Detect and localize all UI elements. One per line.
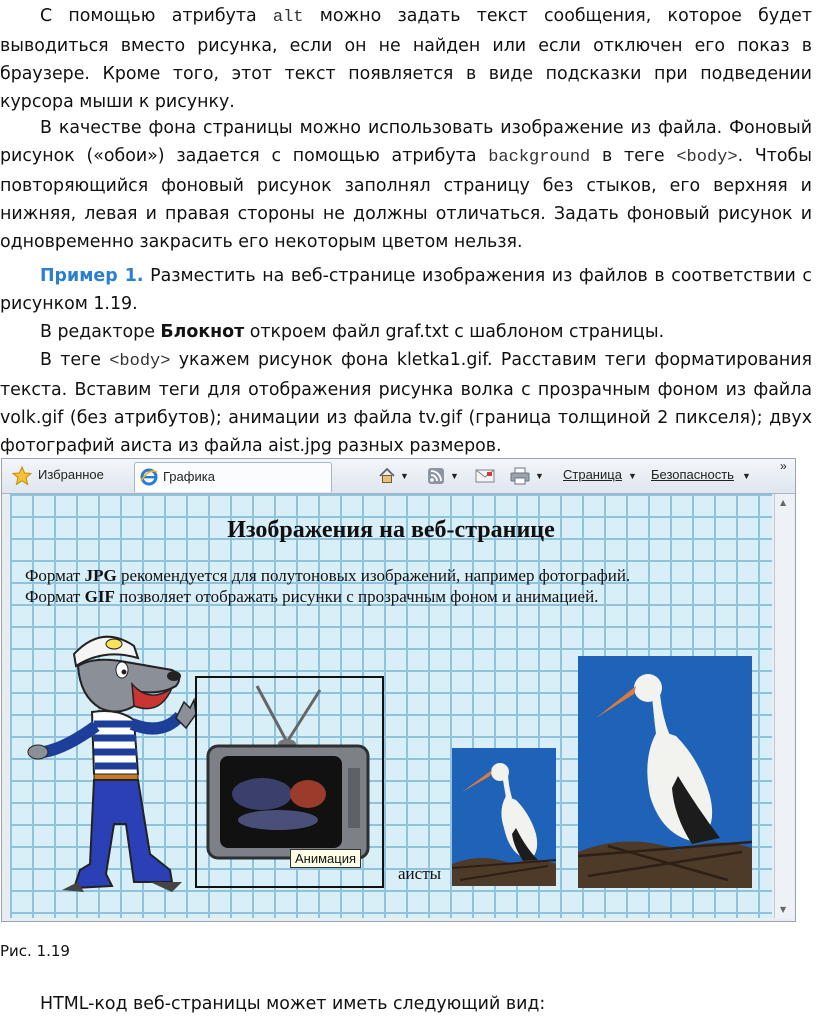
- text-run: в теге: [590, 146, 677, 166]
- tab-label: Графика: [163, 469, 215, 484]
- page-menu[interactable]: Страница: [563, 467, 622, 482]
- code-body-tag: <body>: [109, 352, 171, 371]
- chevron-down-icon[interactable]: ▼: [400, 471, 409, 481]
- mail-icon[interactable]: [475, 468, 495, 484]
- web-page-content: [10, 494, 772, 918]
- paragraph-example: [0, 262, 812, 318]
- text-run: укажем рисунок фона kletka1.gif. Расставим теги форматирования текста. Вставим теги для отображения рисунка волка с прозрачным фоном из файла volk.gif (без атрибутов); анимации из файла tv.gif (граница толщиной 2 пикселя); двух фотографий аиста из файла aist.jpg разных размеров.: [0, 350, 812, 456]
- text-run: В редакторе: [40, 322, 161, 342]
- chevron-down-icon[interactable]: ▼: [628, 471, 637, 481]
- text-run: Формат: [25, 566, 85, 585]
- paragraph-background: [0, 114, 812, 256]
- page-line-gif: [25, 587, 598, 607]
- tv-animation-image: [202, 684, 374, 874]
- text-run: В качестве фона страницы можно использовать изображение из файла. Фоновый рисунок («обои») задается с помощью атрибута: [0, 118, 812, 166]
- gif-bold: GIF: [84, 587, 115, 606]
- text-run: можно задать текст сообщения, которое будет выводиться вместо рисунка, если он не найден или если отключен его показ в браузере. Кроме того, этот текст появляется в виде подсказки при подведении курсора мыши к рисунку.: [0, 6, 812, 112]
- favorites-button[interactable]: Избранное: [38, 467, 104, 482]
- html-code-intro: HTML-код веб-страницы может иметь следующий вид:: [40, 994, 546, 1014]
- text-run: рекомендуется для полутоновых изображений, например фотографий.: [116, 566, 631, 585]
- chevron-down-icon[interactable]: ▼: [742, 471, 751, 481]
- alt-tooltip: Анимация: [290, 849, 361, 868]
- code-body-tag: <body>: [676, 148, 738, 167]
- text-run: С помощью атрибута: [40, 6, 273, 26]
- notepad-bold: Блокнот: [160, 322, 245, 342]
- text-run: позволяет отображать рисунки с прозрачным фоном и анимацией.: [114, 587, 599, 606]
- code-alt: alt: [272, 8, 304, 27]
- page-line-jpg: [25, 566, 630, 586]
- text-run: откроем файл graf.txt с шаблоном страницы.: [244, 322, 665, 342]
- home-icon[interactable]: [378, 467, 396, 485]
- chevron-down-icon[interactable]: ▼: [450, 471, 459, 481]
- browser-window: [1, 458, 796, 922]
- print-icon[interactable]: [510, 467, 530, 485]
- paragraph-alt-attribute: [0, 2, 812, 116]
- ie-icon: [140, 468, 158, 486]
- code-background: background: [488, 148, 591, 167]
- security-menu[interactable]: Безопасность: [651, 467, 734, 482]
- paragraph-notepad: [0, 318, 812, 346]
- stork-photo-large: [578, 656, 752, 888]
- wolf-image: [22, 624, 197, 894]
- more-button[interactable]: »: [780, 459, 787, 473]
- browser-toolbar: [2, 459, 795, 494]
- text-run: . Чтобы повторяющийся фоновый рисунок заполнял страницу без стыков, его верхняя и нижняя, левая и правая стороны не должны отличаться. Задать фоновый рисунок и одновременно закрасить его некоторым цветом нельзя.: [0, 146, 812, 252]
- favorites-star-icon[interactable]: [12, 466, 32, 486]
- vertical-scrollbar[interactable]: [774, 494, 794, 918]
- figure-caption: Рис. 1.19: [0, 942, 70, 960]
- paragraph-body-tag: [0, 346, 812, 460]
- example-label: Пример 1.: [40, 266, 144, 286]
- jpg-bold: JPG: [84, 566, 117, 585]
- rss-icon[interactable]: [427, 467, 445, 485]
- text-run: В теге: [40, 350, 110, 370]
- tab-graphics[interactable]: [134, 462, 332, 492]
- page-title: Изображения на веб-странице: [227, 517, 555, 543]
- stork-photo-small: [452, 748, 556, 886]
- scroll-up-icon[interactable]: ▲: [780, 498, 787, 507]
- text-run: Разместить на веб-странице изображения из файлов в соответствии с рисунком 1.19.: [0, 266, 812, 314]
- chevron-down-icon[interactable]: ▼: [535, 471, 544, 481]
- scroll-down-icon[interactable]: ▼: [780, 905, 787, 914]
- text-run: Формат: [25, 587, 85, 606]
- storks-caption: аисты: [398, 864, 442, 883]
